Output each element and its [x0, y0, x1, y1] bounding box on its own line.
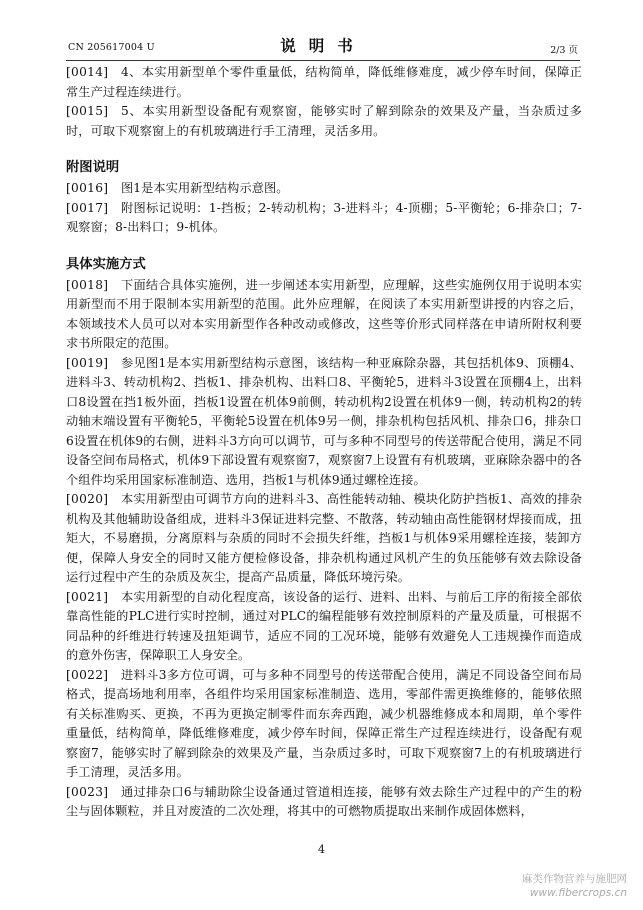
paragraph-text: 下面结合具体实施例，进一步阐述本实用新型，应理解，这些实施例仅用于说明本实用新型而不用于限制本实用新型的范围。此外应理解，在阅读了本实用新型讲授的内容之后，本领域技术人员可以对本实用新型作各种改动或修改，这些等价形式同样落在申请所附权利要求书所限定的范围。	[66, 277, 582, 350]
watermark-url: www.fibercrops.cn	[529, 887, 627, 899]
paragraph-number: [0014]	[66, 65, 109, 79]
paragraph-number: [0016]	[66, 181, 109, 195]
document-body	[66, 63, 582, 822]
paragraph-text: 图1是本实用新型结构示意图。	[121, 181, 289, 195]
paragraph-text: 参见图1是本实用新型结构示意图，该结构一种亚麻除杂器，其包括机体9、顶棚4、进料斗3、转动机构2、挡板1、排杂机构、出料口8、平衡轮5，进料斗3设置在顶棚4上，出料口8设置在挡1板外面，挡板1设置在机体9前侧，转动机构2设置在机体9一侧，转动机构2的转动轴末端设置有平衡轮5，平衡轮5设置在机体9另一侧，排杂机构包括风机、排杂口6，排杂口6设置在机体9的右侧，进料斗3方向可以调节，可与多种不同型号的传送带配合使用，满足不同设备空间布局格式，机体9下部设置有观察窗7，观察窗7上设置有有机玻璃，亚麻除杂器中的各个组件均采用国家标准制造、选用，挡板1与机体9通过螺栓连接。	[66, 355, 582, 487]
site-watermark	[522, 872, 627, 900]
paragraph-text: 通过排杂口6与辅助除尘设备通过管道相连接，能够有效去除生产过程中的产生的粉尘与固体颗粒，并且对废渣的二次处理，将其中的可燃物质提取出来制作成固体燃料，	[66, 784, 582, 818]
paragraph-text: 4、本实用新型单个零件重量低，结构简单，降低维修难度，减少停车时间，保障正常生产过程连续进行。	[66, 65, 582, 99]
paragraph-number: [0020]	[66, 492, 109, 506]
paragraph-text: 本实用新型由可调节方向的进料斗3、高性能转动轴、模块化防护挡板1、高效的排杂机构及其他辅助设备组成，进料斗3保证进料完整、不散落，转动轴由高性能钢材焊接而成，扭矩大，不易磨损，分离原料与杂质的同时不会损失纤维，挡板1与机体9采用螺栓连接，装卸方便，保障人身安全的同时又能方便检修设备，排杂机构通过风机产生的负压能够有效去除设备运行过程中产生的杂质及灰尘，提高产品质量，降低环境污染。	[66, 492, 582, 584]
paragraph-number: [0017]	[66, 200, 109, 215]
page-header	[68, 34, 578, 58]
watermark-site-name: 麻类作物营养与施肥网	[522, 873, 627, 885]
paragraph-p0015	[66, 102, 582, 141]
section-spacer	[66, 238, 582, 247]
paragraph-p0019	[66, 354, 582, 491]
paragraph-text: 附图标记说明：1-挡板；2-转动机构；3-进料斗；4-顶棚；5-平衡轮；6-排杂口；7-观察窗；8-出料口；9-机体。	[66, 200, 582, 234]
section-heading: 具体实施方式	[66, 256, 146, 272]
section-spacer	[66, 141, 582, 150]
section-heading: 附图说明	[66, 160, 120, 175]
paragraph-p0014	[66, 63, 582, 102]
paragraph-p0021	[66, 588, 582, 666]
paragraph-p0016	[66, 179, 582, 199]
paragraph-number: [0019]	[66, 355, 109, 370]
page-number: 4	[318, 843, 325, 856]
paragraph-number: [0015]	[66, 104, 109, 118]
paragraph-number: [0023]	[66, 784, 109, 799]
paragraph-number: [0022]	[66, 667, 109, 682]
paragraph-p0022	[66, 666, 582, 783]
paragraph-text: 进料斗3多方位可调，可与多种不同型号的传送带配合使用，满足不同设备空间布局格式，提高场地利用率，各组件均采用国家标准制造、选用，零部件需更换维修的，能够依照有关标准购买、更换，不再为更换定制零件而东奔西跑，减少机器维修成本和周期，单个零件重量低，结构简单，降低维修难度，减少停车时间，保障正常生产过程连续进行，设备配有观察窗7，能够实时了解到除杂的效果及产量，当杂质过多时，可取下观察窗7上的有机玻璃进行手工清理，灵活多用。	[66, 667, 582, 779]
paragraph-p0018	[66, 276, 582, 354]
paragraph-p0023	[66, 783, 582, 822]
paragraph-text: 5、本实用新型设备配有观察窗，能够实时了解到除杂的效果及产量，当杂质过多时，可取下观察窗上的有机玻璃进行手工清理，灵活多用。	[66, 104, 582, 138]
page-of-indicator: 2/3 页	[550, 45, 578, 56]
paragraph-p0017	[66, 199, 582, 238]
header-divider	[66, 60, 580, 61]
document-title: 说明书	[280, 36, 366, 55]
patent-number: CN 205617004 U	[68, 42, 155, 53]
paragraph-number: [0021]	[66, 589, 109, 604]
paragraph-text: 本实用新型的自动化程度高，该设备的运行、进料、出料、与前后工序的衔接全部依靠高性能的PLC进行实时控制，通过对PLC的编程能够有效控制原料的产量及质量，可根据不同品种的纤维进行转速及扭矩调节，适应不同的工况环境，能够有效避免人工违规操作而造成的意外伤害，保障职工人身安全。	[66, 589, 582, 662]
paragraph-number: [0018]	[66, 277, 109, 292]
paragraph-p0020	[66, 490, 582, 588]
